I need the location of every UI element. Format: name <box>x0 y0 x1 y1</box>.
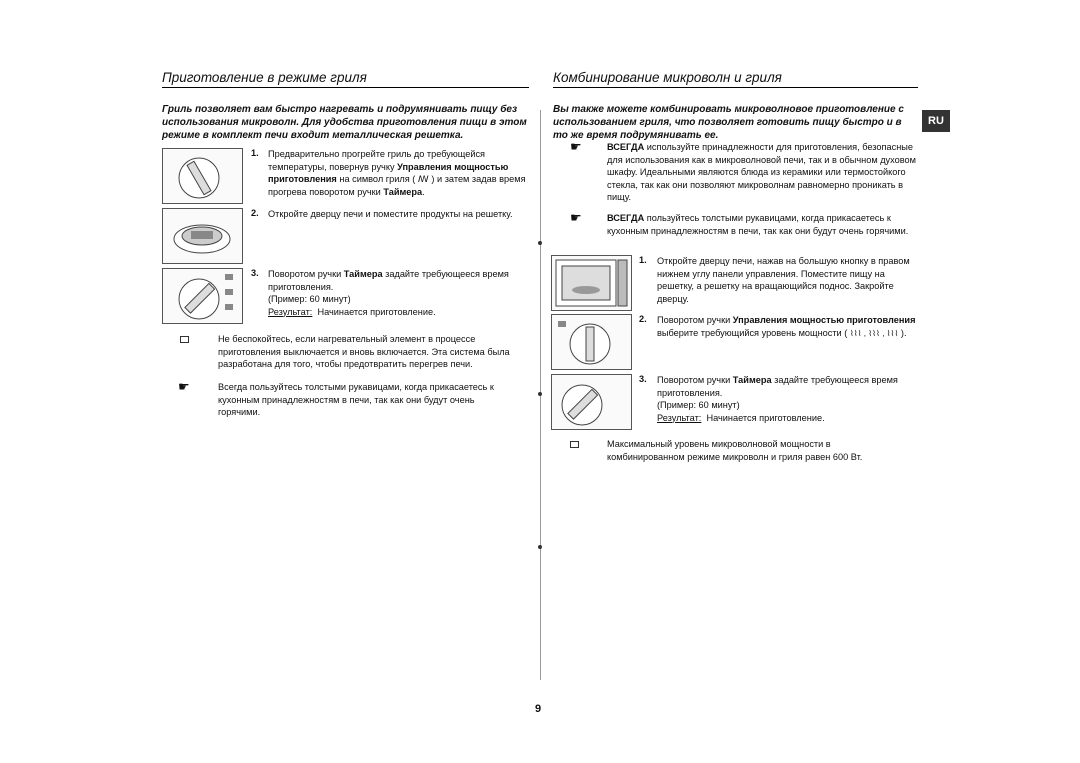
right-step-1-num: 1. <box>639 255 647 265</box>
page-number: 9 <box>535 703 542 715</box>
left-step-1: Предварительно прогрейте гриль до требующейся температуры, повернув ручку Управления мощностью приготовления на символ гриля ( ꟿ ) и затем задав время прогрева поворотом ручки Таймера. <box>268 149 526 197</box>
right-section-title: Комбинирование микроволн и гриля <box>553 70 918 88</box>
combi-power-icon: ⌇⌇⌇ , ⌇⌇⌇ , ⌇⌇⌇ <box>849 328 899 338</box>
left-note: Не беспокойтесь, если нагревательный элемент в процессе приготовления выключается и вновь включается. Эта система была разработана для того, чтобы предотвратить перегрев печи. <box>218 334 510 369</box>
right-intro: Вы также можете комбинировать микроволновое приготовление с использованием гриля, что позволяет готовить пищу быстро и в то же время подрумянивать ее. <box>553 104 904 141</box>
left-section-title: Приготовление в режиме гриля <box>162 70 529 88</box>
divider-dot <box>538 392 542 396</box>
power-dial-illustration <box>551 314 632 370</box>
rack-illustration <box>162 208 243 264</box>
right-step-2-num: 2. <box>639 314 647 324</box>
divider-dot <box>538 545 542 549</box>
pointing-hand-icon: ☛ <box>570 210 582 225</box>
timer-icon <box>552 375 631 429</box>
note-icon <box>180 336 189 343</box>
note-icon <box>570 441 579 448</box>
oven-icon <box>552 256 631 310</box>
timer-icon <box>163 269 242 323</box>
right-step-2: Поворотом ручки Управления мощностью приготовления выберите требующийся уровень мощности ( ⌇⌇⌇ , ⌇⌇⌇ , ⌇⌇⌇ ). <box>657 315 916 338</box>
right-warning-2: ВСЕГДА пользуйтесь толстыми рукавицами, когда прикасаетесь к кухонным принадлежностям в печи, так как они будут очень горячими. <box>607 213 909 236</box>
left-step-1-num: 1. <box>251 148 259 158</box>
right-step-3-num: 3. <box>639 374 647 384</box>
left-step-2: Откройте дверцу печи и поместите продукты на решетку. <box>268 209 513 219</box>
oven-illustration <box>551 255 632 311</box>
pointing-hand-icon: ☛ <box>570 139 582 154</box>
left-warning: Всегда пользуйтесь толстыми рукавицами, когда прикасаетесь к кухонным принадлежностям в печи, так как они будут очень горячими. <box>218 382 494 417</box>
dial-icon <box>163 149 242 203</box>
rack-icon <box>163 209 242 263</box>
timer-dial-illustration <box>551 374 632 430</box>
language-badge: RU <box>922 110 950 132</box>
right-step-3: Поворотом ручки Таймера задайте требующееся время приготовления. (Пример: 60 минут) Результат: Начинается приготовление. <box>657 375 898 423</box>
grill-icon: ꟿ <box>417 174 429 184</box>
left-step-2-num: 2. <box>251 208 259 218</box>
dial-icon <box>552 315 631 369</box>
right-warning-1: ВСЕГДА используйте принадлежности для приготовления, безопасные для использования как в микроволновой печи, так и в обычном духовом шкафу. Идеальными являются блюда из керамики или термостойкого стекла, так как они позволяют микроволнам равномерно проникать в пищу. <box>607 142 916 202</box>
left-step-3-num: 3. <box>251 268 259 278</box>
pointing-hand-icon: ☛ <box>178 379 190 394</box>
left-step-3: Поворотом ручки Таймера задайте требующееся время приготовления. (Пример: 60 минут) Результат: Начинается приготовление. <box>268 269 509 317</box>
right-note: Максимальный уровень микроволновой мощности в комбинированном режиме микроволн и гриля равен 600 Вт. <box>607 439 863 462</box>
left-intro: Гриль позволяет вам быстро нагревать и подрумянивать пищу без использования микроволн. Для удобства приготовления пищи в этом режиме в комплект печи входит металлическая решетка. <box>162 104 527 141</box>
right-step-1: Откройте дверцу печи, нажав на большую кнопку в правом нижнем углу панели управления. Поместите пищу на решетку, а решетку на вращающийся поднос. Закройте дверцу. <box>657 256 910 304</box>
power-dial-illustration <box>162 148 243 204</box>
divider-dot <box>538 241 542 245</box>
timer-dial-illustration <box>162 268 243 324</box>
